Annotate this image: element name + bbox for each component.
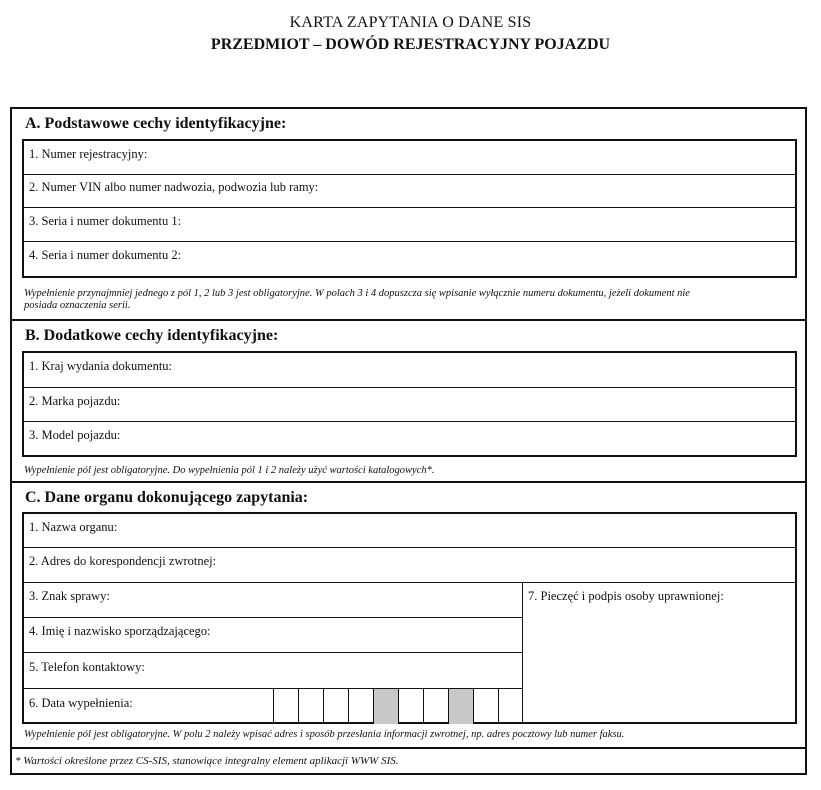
date-cell[interactable]: [423, 689, 448, 724]
form-title: KARTA ZAPYTANIA O DANE SIS: [289, 14, 532, 31]
field-completion-date-label: 6. Data wypełnienia:: [29, 696, 133, 710]
field-authority-name[interactable]: 1. Nazwa organu:: [29, 520, 118, 534]
date-cells-row[interactable]: [273, 689, 523, 724]
field-stamp-signature[interactable]: 7. Pieczęć i podpis osoby uprawnionej:: [528, 589, 724, 603]
date-cell[interactable]: [348, 689, 373, 724]
section-divider: [12, 747, 805, 749]
form-subtitle: PRZEDMIOT – DOWÓD REJESTRACYJNY POJAZDU: [210, 36, 611, 53]
section-c-heading: C. Dane organu dokonującego zapytania:: [25, 489, 309, 506]
section-a-field-group: [22, 139, 797, 278]
section-a-note-line1: Wypełnienie przynajmniej jednego z pól 1, 2 lub 3 jest obligatoryjne. W polach 3 i 4 dopuszcza się wpisanie wyłącznie numeru dokumentu, jeżeli dokument nie: [24, 288, 690, 299]
date-cell: [373, 689, 398, 724]
field-contact-phone[interactable]: 5. Telefon kontaktowy:: [29, 660, 145, 674]
section-b-field-group: [22, 351, 797, 457]
field-document-series-1[interactable]: 3. Seria i numer dokumentu 1:: [29, 214, 182, 228]
date-cell[interactable]: [473, 689, 498, 724]
field-issuing-country[interactable]: 1. Kraj wydania dokumentu:: [29, 359, 173, 373]
section-divider: [12, 319, 805, 321]
date-cell[interactable]: [398, 689, 423, 724]
date-cell[interactable]: [323, 689, 348, 724]
field-return-address[interactable]: 2. Adres do korespondencji zwrotnej:: [29, 554, 217, 568]
section-b-note: Wypełnienie pól jest obligatoryjne. Do wypełnienia pól 1 i 2 należy użyć wartości katalogowych*.: [24, 465, 435, 476]
field-preparer-name[interactable]: 4. Imię i nazwisko sporządzającego:: [29, 624, 211, 638]
date-cell[interactable]: [273, 689, 298, 724]
date-cell: [448, 689, 473, 724]
section-b-heading: B. Dodatkowe cechy identyfikacyjne:: [25, 327, 279, 344]
field-vin-number[interactable]: 2. Numer VIN albo numer nadwozia, podwozia lub ramy:: [29, 180, 319, 194]
section-c-field-group: [22, 512, 797, 724]
field-vehicle-make[interactable]: 2. Marka pojazdu:: [29, 394, 121, 408]
section-a-note-line2: posiada oznaczenia serii.: [24, 300, 131, 311]
section-a-note: [24, 288, 799, 312]
field-registration-number[interactable]: 1. Numer rejestracyjny:: [29, 147, 148, 161]
date-cell[interactable]: [298, 689, 323, 724]
section-divider: [12, 481, 805, 483]
date-cell[interactable]: [498, 689, 523, 724]
field-vehicle-model[interactable]: 3. Model pojazdu:: [29, 428, 121, 442]
footer-note: * Wartości określone przez CS-SIS, stanowiące integralny element aplikacji WWW SIS.: [15, 755, 399, 767]
section-c-note: Wypełnienie pól jest obligatoryjne. W polu 2 należy wpisać adres i sposób przesłania informacji zwrotnej, np. adres pocztowy lub numer faksu.: [24, 729, 625, 740]
field-document-series-2[interactable]: 4. Seria i numer dokumentu 2:: [29, 248, 182, 262]
field-case-reference[interactable]: 3. Znak sprawy:: [29, 589, 110, 603]
form-outer-frame: [10, 107, 807, 775]
section-a-heading: A. Podstawowe cechy identyfikacyjne:: [25, 115, 287, 132]
